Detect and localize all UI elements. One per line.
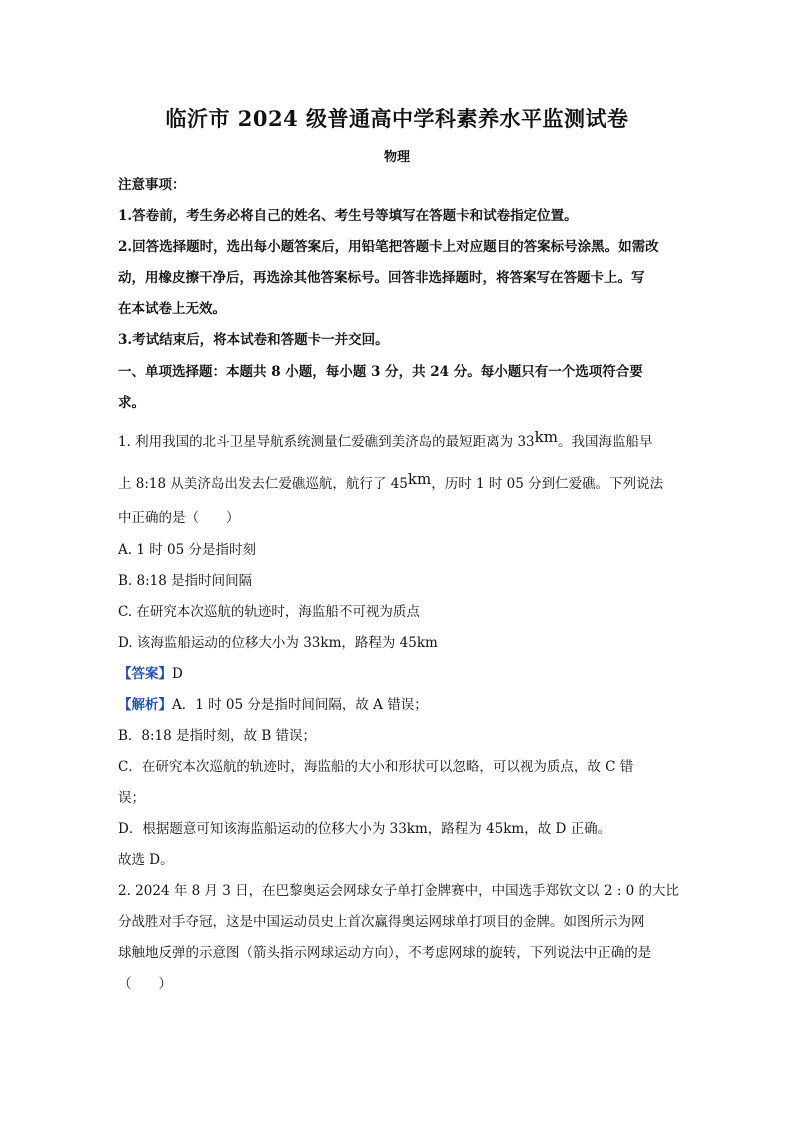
q1-option-b: B. 8:18 是指时间间隔 — [118, 573, 253, 589]
q1-stem-line-2 — [118, 470, 664, 493]
note-1: 1.答卷前，考生务必将自己的姓名、考生号等填写在答题卡和试卷指定位置。 — [118, 208, 578, 224]
q1-unit-km-2: km — [407, 470, 432, 488]
analysis-tag: 【解析】 — [118, 697, 172, 713]
note-2-line-3: 在本试卷上无效。 — [118, 301, 226, 317]
note-2-line-1: 2.回答选择题时，选出每小题答案后，用铅笔把答题卡上对应题目的答案标号涂黑。如需改 — [118, 239, 659, 255]
q1-stem-line-3: 中正确的是（ ） — [118, 510, 240, 526]
note-3: 3.考试结束后，将本试卷和答题卡一并交回。 — [118, 332, 389, 348]
q1-analysis-2: B．8:18 是指时刻，故 B 错误； — [118, 728, 317, 744]
q1-option-d: D. 该海监船运动的位移大小为 33km，路程为 45km — [118, 635, 438, 651]
q1-stem-1-text: 1. 利用我国的北斗卫星导航系统测量仁爱礁到美济岛的最短距离为 33 — [118, 434, 535, 450]
q2-stem-line-4: （ ） — [118, 976, 172, 992]
q1-stem-line-1 — [118, 428, 653, 451]
q1-stem-2-tail: ，历时 1 时 05 分到仁爱礁。下列说法 — [431, 476, 664, 492]
q1-analysis-1 — [118, 696, 428, 714]
q1-option-a: A. 1 时 05 分是指时刻 — [118, 542, 256, 558]
section-heading-line-2: 求。 — [118, 395, 145, 411]
answer-tag: 【答案】 — [118, 666, 172, 682]
note-2-line-2: 动，用橡皮擦干净后，再选涂其他答案标号。回答非选择题时，将答案写在答题卡上。写 — [118, 270, 645, 286]
q2-stem-line-3: 球触地反弹的示意图（箭头指示网球运动方向），不考虑网球的旋转，下列说法中正确的是 — [118, 945, 652, 961]
exam-title: 临沂市 2024 级普通高中学科素养水平监测试卷 — [165, 106, 629, 131]
q1-analysis-4: D．根据题意可知该海监船运动的位移大小为 33km，路程为 45km，故 D 正确。 — [118, 821, 612, 837]
q2-stem-line-2: 分战胜对手夺冠，这是中国运动员史上首次赢得奥运网球单打项目的金牌。如图所示为网 — [118, 914, 645, 930]
q2-stem-line-1: 2. 2024 年 8 月 3 日，在巴黎奥运会网球女子单打金牌赛中，中国选手郑钦文以 2 : 0 的大比 — [118, 883, 680, 899]
q1-answer — [118, 665, 183, 683]
q1-option-c: C. 在研究本次巡航的轨迹时，海监船不可视为质点 — [118, 604, 420, 620]
answer-value: D — [172, 666, 183, 682]
q1-stem-2-text: 上 8:18 从美济岛出发去仁爱礁巡航，航行了 45 — [118, 476, 408, 492]
analysis-text-1: A．1 时 05 分是指时间间隔，故 A 错误； — [172, 697, 428, 713]
q1-conclusion: 故选 D。 — [118, 852, 174, 868]
subject-heading: 物理 — [383, 150, 410, 165]
notes-heading: 注意事项： — [118, 177, 186, 193]
section-heading-line-1: 一、单项选择题：本题共 8 小题，每小题 3 分，共 24 分。每小题只有一个选项符合要 — [118, 364, 643, 380]
q1-unit-km: km — [534, 428, 558, 446]
q1-analysis-3-line-1: C．在研究本次巡航的轨迹时，海监船的大小和形状可以忽略，可以视为质点，故 C 错 — [118, 759, 634, 775]
q1-analysis-3-line-2: 误； — [118, 790, 145, 806]
q1-stem-1-tail: 。我国海监船早 — [557, 434, 653, 450]
